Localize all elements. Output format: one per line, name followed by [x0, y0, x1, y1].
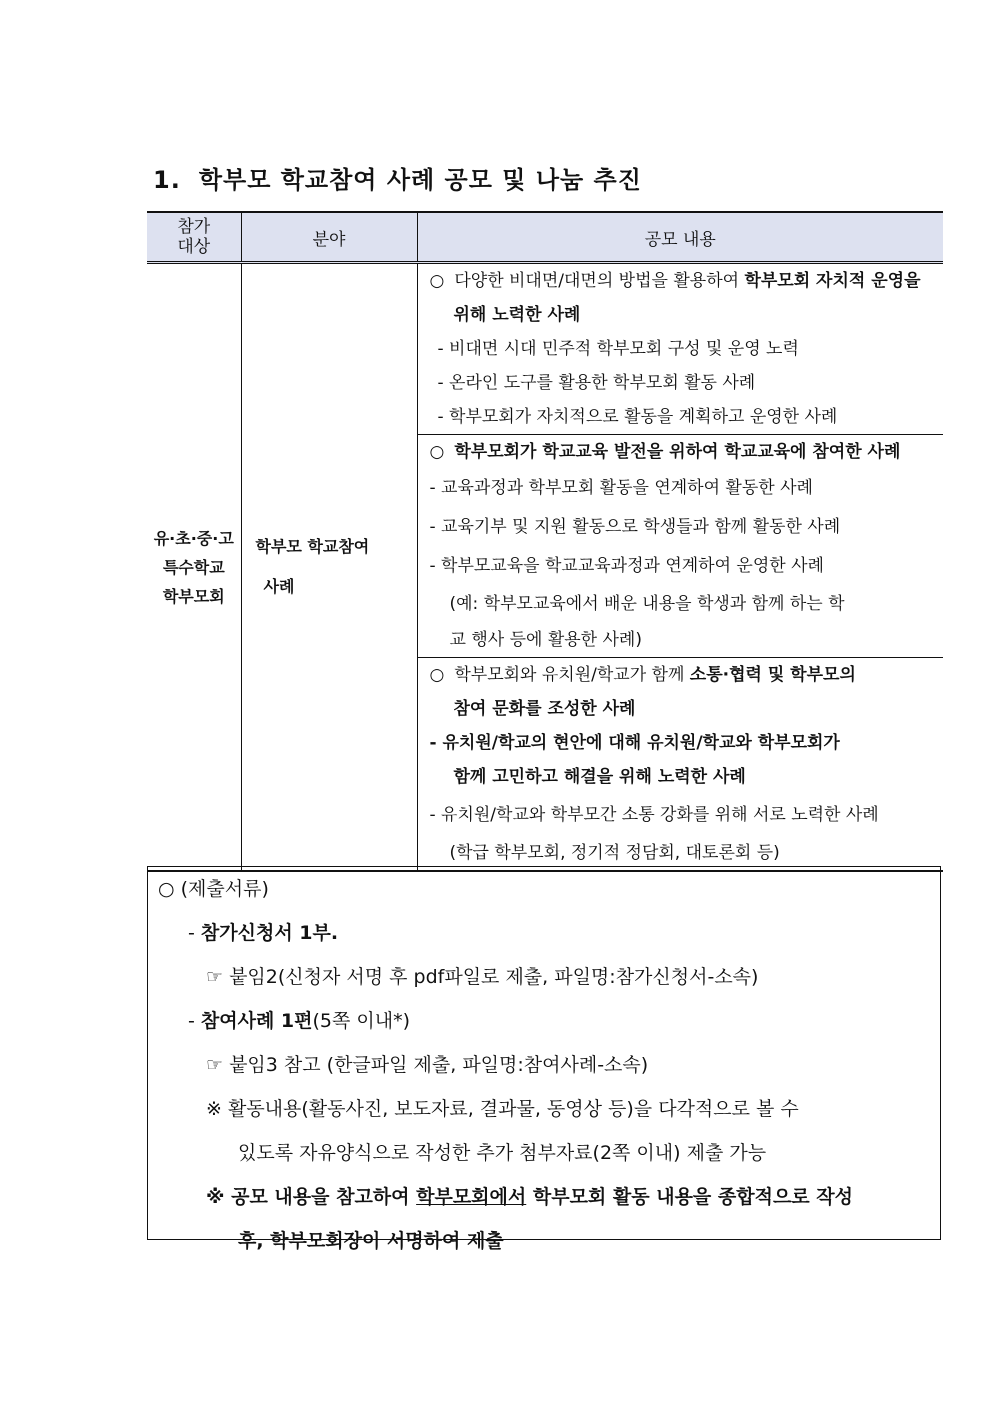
- section3-dash2: 함께 고민하고 해결을 위해 노력한 사례: [453, 767, 746, 787]
- submission-item1-ref: 붙임2(신청자 서명 후 pdf파일로 제출, 파일명:참가신청서-소속): [229, 966, 759, 988]
- pointing-hand-icon: ☞: [206, 966, 230, 988]
- target-line: 특수학교: [162, 557, 225, 577]
- circle-bullet: ○: [429, 442, 445, 462]
- field-cell: [241, 263, 417, 872]
- circle-bullet: ○: [158, 878, 181, 900]
- section1-line1a: 다양한 비대면/대면의 방법을 활용하여: [454, 271, 745, 291]
- pointing-hand-icon: ☞: [206, 1054, 230, 1076]
- submission-note2b: 학부모회 활동 내용을 종합적으로 작성: [526, 1186, 853, 1208]
- submission-title: (제출서류): [180, 878, 269, 900]
- table-row: [147, 263, 943, 435]
- section1-line1b: 학부모회 자치적 운영을: [744, 271, 921, 291]
- submission-note2-underlined: 학부모회에서: [416, 1186, 527, 1208]
- section3-dash4: (학급 학부모회, 정기적 정담회, 대토론회 등): [449, 843, 780, 863]
- section2-dash4: (예: 학부모교육에서 배운 내용을 학생과 함께 하는 학: [449, 594, 845, 614]
- target-line: 유·초·중·고: [153, 528, 234, 548]
- reference-mark-icon: ※: [206, 1186, 232, 1208]
- header-field: 분야: [241, 212, 417, 263]
- field-line: 학부모 학교참여: [255, 537, 370, 556]
- section2-dash3: - 학부모교육을 학교교육과정과 연계하여 운영한 사례: [429, 556, 824, 576]
- header-target: [147, 212, 241, 263]
- submission-box: ○ (제출서류) - 참가신청서 1부. ☞ 붙임2(신청자 서명 후 pdf파일로 제출, 파일명:참가신청서-소속) - 참여사례 1편(5쪽 이내*) ☞ 붙임3 참고 (한글파일 제출, 파일명:참여사례-소속) ※ 활동내용(활동사진, 보도자료, 결과물, 동영상 등)을 다각적으로 볼 수 있도록 자유양식으로 작성한 추가 첨부자료(2쪽 이내) 제출 가능 ※ 공모 내용을 참고하여 학부모회에서 학부모회 활동 내용을 종합적으로 작성 후, 학부모회장이 서명하여 제출: [147, 866, 941, 1240]
- section3-dash3: - 유치원/학교와 학부모간 소통 강화를 위해 서로 노력한 사례: [429, 805, 879, 825]
- submission-note2a: 공모 내용을 참고하여: [231, 1186, 417, 1208]
- header-target-line2: 대상: [177, 237, 211, 257]
- section2-dash5: 교 행사 등에 활용한 사례): [449, 630, 642, 650]
- submission-item2-ref: 붙임3 참고 (한글파일 제출, 파일명:참여사례-소속): [229, 1054, 649, 1076]
- header-content: 공모 내용: [417, 212, 943, 263]
- content-section-2: [417, 435, 943, 658]
- section3-line1a: 학부모회와 유치원/학교가 함께: [454, 665, 690, 685]
- contest-table: [147, 211, 943, 872]
- section3-line2: 참여 문화를 조성한 사례: [453, 699, 636, 719]
- section2-dash2: - 교육기부 및 지원 활동으로 학생들과 함께 활동한 사례: [429, 517, 841, 537]
- section1-dash2: - 온라인 도구를 활용한 학부모회 활동 사례: [437, 373, 756, 393]
- reference-mark-icon: ※: [206, 1098, 228, 1120]
- heading-title: 학부모 학교참여 사례 공모 및 나눔 추진: [198, 166, 642, 194]
- field-line: 사례: [263, 577, 295, 596]
- section3-line1b: 소통·협력 및 학부모의: [689, 665, 856, 685]
- section2-line1: 학부모회가 학교교육 발전을 위하여 학교교육에 참여한 사례: [454, 442, 901, 462]
- submission-item2b: (5쪽 이내*): [312, 1010, 411, 1032]
- submission-note1-line2: 있도록 자유양식으로 작성한 추가 첨부자료(2쪽 이내) 제출 가능: [238, 1142, 767, 1164]
- content-section-1: [417, 263, 943, 435]
- table-header-row: [147, 212, 943, 263]
- target-cell: [147, 263, 241, 872]
- section1-line2: 위해 노력한 사례: [453, 305, 581, 325]
- submission-note1-line1: 활동내용(활동사진, 보도자료, 결과물, 동영상 등)을 다각적으로 볼 수: [227, 1098, 799, 1120]
- section-heading: [153, 160, 642, 195]
- heading-number: 1.: [153, 166, 181, 194]
- section1-dash3: - 학부모회가 자치적으로 활동을 계획하고 운영한 사례: [437, 407, 838, 427]
- circle-bullet: ○: [429, 271, 445, 291]
- content-section-3: [417, 658, 943, 872]
- section1-dash1: - 비대면 시대 민주적 학부모회 구성 및 운영 노력: [437, 339, 799, 359]
- header-target-line1: 참가: [177, 217, 211, 237]
- circle-bullet: ○: [429, 665, 445, 685]
- submission-item2a: 참여사례 1편: [200, 1010, 313, 1032]
- section2-dash1: - 교육과정과 학부모회 활동을 연계하여 활동한 사례: [429, 478, 813, 498]
- submission-note2-line2: 후, 학부모회장이 서명하여 제출: [238, 1230, 504, 1252]
- section3-dash1: - 유치원/학교의 현안에 대해 유치원/학교와 학부모회가: [429, 733, 840, 753]
- submission-item1: 참가신청서 1부.: [200, 922, 339, 944]
- target-line: 학부모회: [162, 586, 225, 606]
